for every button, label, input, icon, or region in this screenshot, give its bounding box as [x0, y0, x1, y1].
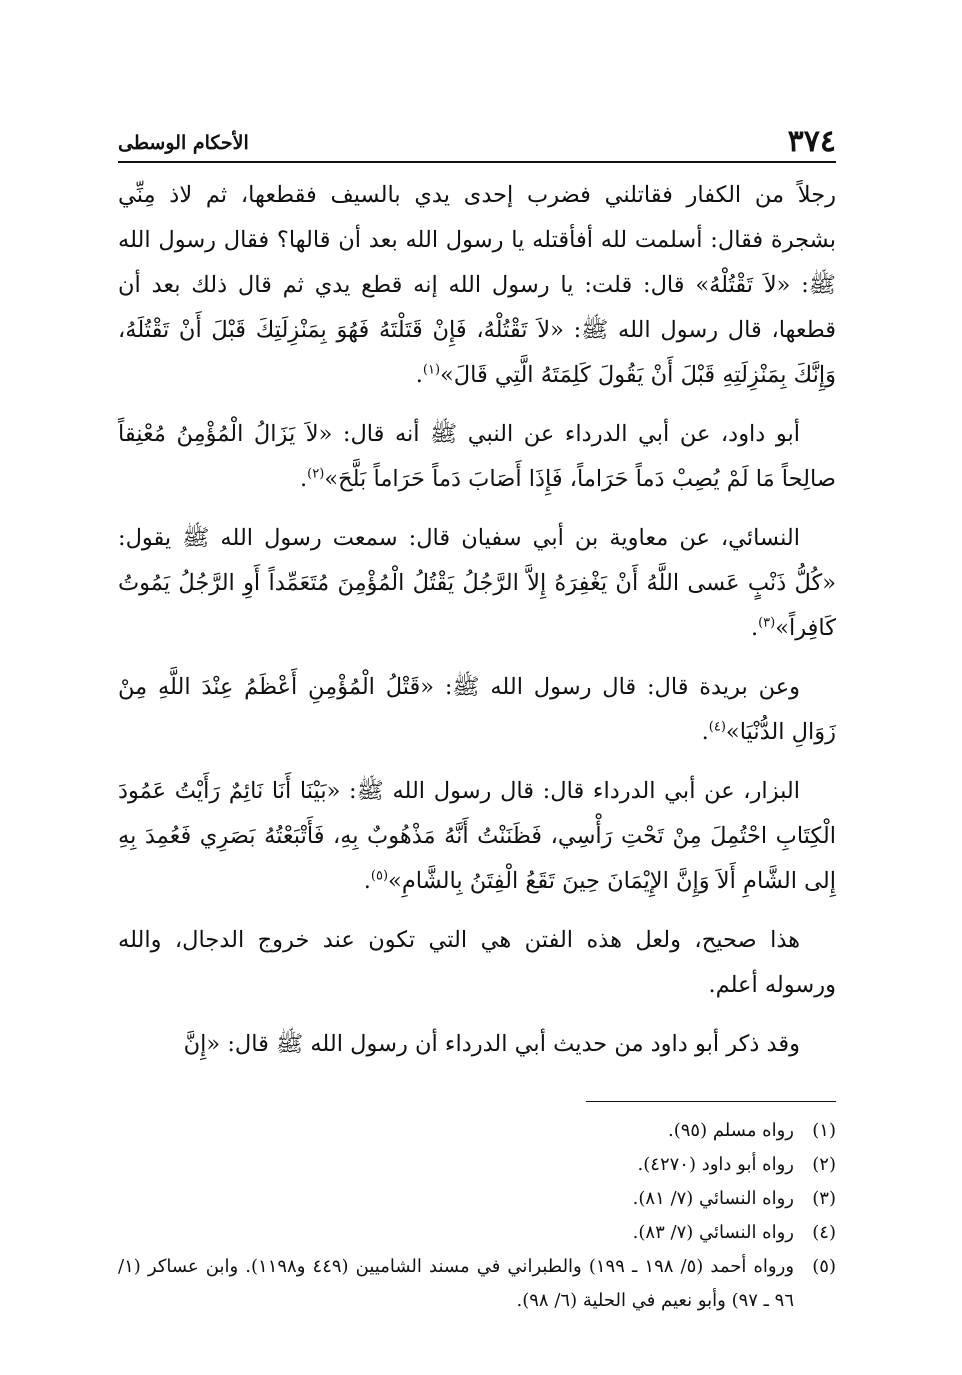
- body-text: [118, 173, 836, 1067]
- footnotes: [118, 1114, 836, 1318]
- footnote-divider: [586, 1101, 836, 1102]
- paragraph-4: وعن بريدة قال: قال رسول الله ﷺ: «قَتْلُ الْمُؤْمِنِ أَعْظَمُ عِنْدَ اللَّهِ مِنْ زَوَالِ الدُّنْيَا»$^{(٤)}$.: [118, 674, 836, 745]
- footnote-2: (٢) رواه أبو داود (٤٢٧٠).: [637, 1154, 836, 1175]
- footnote-1: (١) رواه مسلم (٩٥).: [667, 1120, 836, 1141]
- paragraph-6: هذا صحيح، ولعل هذه الفتن هي التي تكون عند خروج الدجال، والله ورسوله أعلم.: [118, 927, 836, 998]
- paragraph-7: وقد ذكر أبو داود من حديث أبي الدرداء أن رسول الله ﷺ قال: «إِنَّ: [183, 1031, 800, 1057]
- footnote-5: (٥) ورواه أحمد (٥/ ١٩٨ ـ ١٩٩) والطبراني في مسند الشاميين (٤٤٩ و١١٩٨). وابن عساكر (١/ ٩٦ ـ ٩٧) وأبو نعيم في الحلية (٦/ ٩٨).: [118, 1256, 836, 1311]
- footnote-marker: (٤): [708, 719, 726, 735]
- running-header: [118, 105, 836, 163]
- paragraph-2: أبو داود، عن أبي الدرداء عن النبي ﷺ أنه قال: «لاَ يَزَالُ الْمُؤْمِنُ مُعْنِقاً صالِحاً مَا لَمْ يُصِبْ دَماً حَرَاماً، فَإِذَا أَصَابَ دَماً حَرَاماً بَلَّحَ»$^{(٢)}$.: [118, 421, 836, 492]
- paragraph-1: رجلاً من الكفار فقاتلني فضرب إحدى يدي بالسيف فقطعها، ثم لاذ مِنِّي بشجرة فقال: أسلمت لله أفأقتله يا رسول الله بعد أن قالها؟ فقال رسول الله ﷺ: «لاَ تَقْتُلْهُ» قال: قلت: يا رسول الله إنه قطع يدي ثم قال ذلك بعد أن قطعها، قال رسول الله ﷺ: «لاَ تَقْتُلْهُ، فَإِنْ قَتَلْتَهُ فَهُوَ بِمَنْزِلَتِكَ قَبْلَ أَنْ تَقْتُلَهُ، وَإِنَّكَ بِمَنْزِلَتِهِ قَبْلَ أَنْ يَقُولَ كَلِمَتَهُ الَّتِي قَالَ»$^{(١)}$.: [118, 182, 836, 388]
- book-page: [118, 105, 836, 1355]
- paragraph-5: البزار، عن أبي الدرداء قال: قال رسول الله ﷺ: «بَيْنَا أَنَا نَائِمٌ رَأَيْتُ عَمُودَ الْكِتَابِ احْتُمِلَ مِنْ تَحْتِ رَأْسِي، فَظَنَنْتُ أَنَّهُ مَذْهُوبٌ بِهِ، فَأَتْبَعْتُهُ بَصَرِي فَعُمِدَ بِهِ إِلى الشَّامِ أَلاَ وَإِنَّ الإِيْمَانَ حِينَ تَقَعُ الْفِتَنُ بِالشَّامِ»$^{(٥)}$.: [118, 778, 836, 894]
- footnote-marker: (١): [422, 362, 441, 378]
- page-number: ٣٧٤: [787, 124, 836, 159]
- footnote-marker: (٥): [370, 868, 389, 884]
- book-title: الأحكام الوسطى: [118, 132, 249, 154]
- footnote-4: (٤) رواه النسائي (٧/ ٨٣).: [632, 1222, 836, 1243]
- footnote-marker: (٣): [758, 615, 776, 631]
- footnote-marker: (٢): [307, 466, 325, 482]
- paragraph-3: النسائي، عن معاوية بن أبي سفيان قال: سمعت رسول الله ﷺ يقول: «كُلُّ ذَنْبٍ عَسى اللَّهُ أَنْ يَغْفِرَهُ إِلاَّ الرَّجُلُ يَقْتُلُ الْمُؤْمِنَ مُتَعَمِّداً أَوِ الرَّجُلُ يَمُوتُ كَافِراً»$^{(٣)}$.: [118, 525, 836, 641]
- footnote-3: (٣) رواه النسائي (٧/ ٨١).: [632, 1188, 836, 1209]
